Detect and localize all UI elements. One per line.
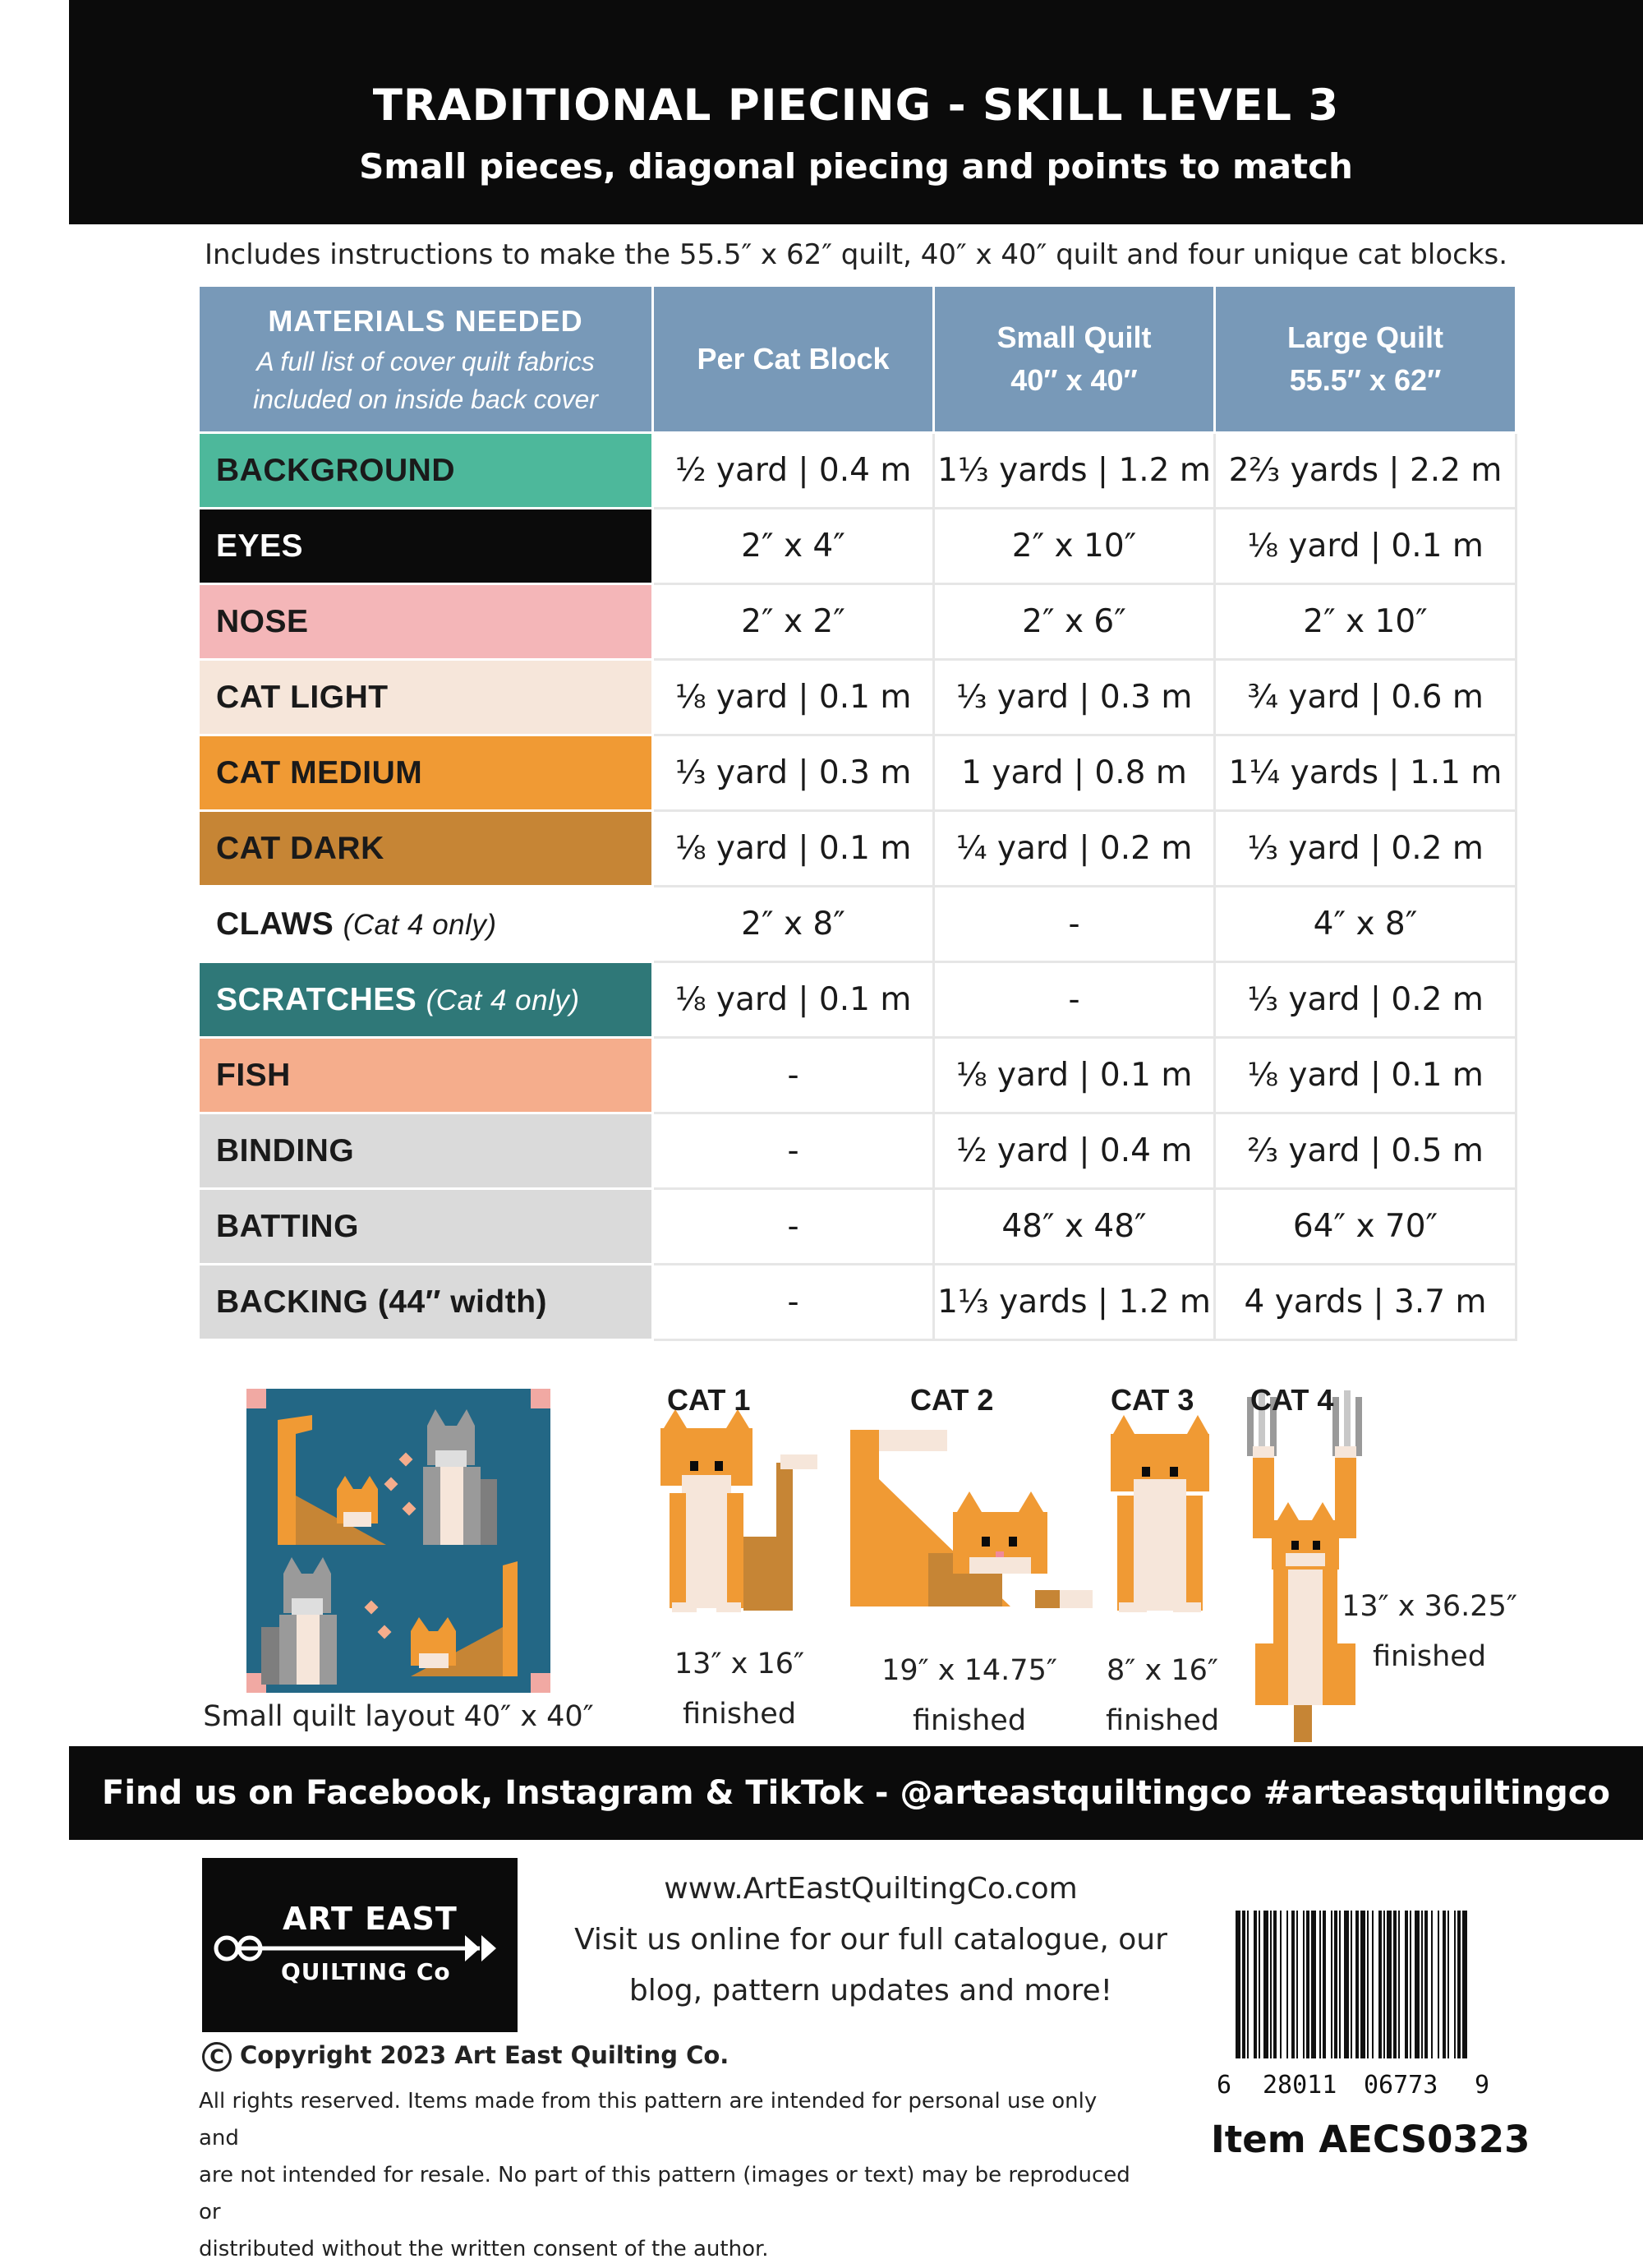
barcode-bar bbox=[1280, 1911, 1282, 2058]
barcode-bar bbox=[1259, 1911, 1260, 2058]
barcode-digit-first: 6 bbox=[1217, 2071, 1232, 2100]
barcode-bar bbox=[1438, 1911, 1439, 2058]
barcode-bar bbox=[1254, 1911, 1257, 2058]
barcode-bar bbox=[1311, 1911, 1316, 2058]
header-banner bbox=[69, 0, 1643, 224]
material-large-cell: 64″ x 70″ bbox=[1215, 1189, 1516, 1265]
material-label-cell bbox=[199, 1189, 653, 1265]
cat-4-finished: finished bbox=[1372, 1640, 1487, 1673]
barcode-bar bbox=[1447, 1911, 1449, 2058]
material-small-cell: 2″ x 6″ bbox=[934, 584, 1215, 660]
material-per-block-cell: ⅛ yard | 0.1 m bbox=[653, 962, 934, 1038]
barcode-bar bbox=[1443, 1911, 1446, 2058]
copyright-line bbox=[202, 2041, 729, 2072]
material-label-cell bbox=[199, 1265, 653, 1340]
barcode-bar bbox=[1367, 1911, 1369, 2058]
material-name: EYES bbox=[216, 528, 304, 564]
barcode-bar bbox=[1286, 1911, 1288, 2058]
material-label-cell bbox=[199, 433, 653, 509]
quilt-layout-caption: Small quilt layout 40″ x 40″ bbox=[203, 1700, 594, 1733]
cat-2-image bbox=[850, 1430, 1093, 1608]
material-name: CAT MEDIUM bbox=[216, 754, 423, 791]
table-row bbox=[199, 584, 1516, 660]
material-per-block-cell: - bbox=[653, 1265, 934, 1340]
material-label-cell bbox=[199, 1038, 653, 1113]
material-large-cell: 2″ x 10″ bbox=[1215, 584, 1516, 660]
barcode-bar bbox=[1372, 1911, 1374, 2058]
barcode-bar bbox=[1323, 1911, 1326, 2058]
barcode-bar bbox=[1339, 1911, 1341, 2058]
barcode-bar bbox=[1303, 1911, 1305, 2058]
material-note: (Cat 4 only) bbox=[343, 908, 497, 941]
barcode-bar bbox=[1457, 1911, 1461, 2058]
cat-3-finished: finished bbox=[1105, 1704, 1220, 1737]
logo-line2: QUILTING Co bbox=[281, 1958, 451, 1985]
page-title: TRADITIONAL PIECING - SKILL LEVEL 3 bbox=[372, 81, 1340, 131]
large-quilt-size: 55.5″ x 62″ bbox=[1289, 363, 1442, 397]
barcode-bar bbox=[1355, 1911, 1359, 2058]
cat-2-finished: finished bbox=[912, 1704, 1027, 1737]
material-note: (Cat 4 only) bbox=[426, 984, 580, 1016]
materials-table-body bbox=[199, 433, 1516, 1340]
cat-4-size: 13″ x 36.25″ bbox=[1342, 1590, 1517, 1623]
large-quilt-header bbox=[1215, 286, 1516, 433]
cat-4-image bbox=[1247, 1390, 1362, 1742]
table-row bbox=[199, 962, 1516, 1038]
rights-notice bbox=[199, 2083, 1135, 2268]
material-large-cell: ⅛ yard | 0.1 m bbox=[1215, 509, 1516, 584]
material-small-cell: - bbox=[934, 962, 1215, 1038]
barcode-bar bbox=[1383, 1911, 1385, 2058]
material-small-cell: ⅛ yard | 0.1 m bbox=[934, 1038, 1215, 1113]
table-row bbox=[199, 887, 1516, 962]
barcode-bar bbox=[1378, 1911, 1382, 2058]
material-large-cell: ⅔ yard | 0.5 m bbox=[1215, 1113, 1516, 1189]
cat-3-image bbox=[1111, 1415, 1209, 1612]
barcode-bar bbox=[1236, 1911, 1240, 2058]
cat-1-finished: finished bbox=[682, 1698, 797, 1731]
material-per-block-cell: ⅛ yard | 0.1 m bbox=[653, 660, 934, 735]
rights-line3: distributed without the written consent of the author. bbox=[199, 2237, 769, 2261]
cat-2-size: 19″ x 14.75″ bbox=[881, 1654, 1057, 1687]
material-large-cell: 4 yards | 3.7 m bbox=[1215, 1265, 1516, 1340]
barcode-digit-last: 9 bbox=[1475, 2071, 1490, 2100]
table-row bbox=[199, 1189, 1516, 1265]
material-label-cell bbox=[199, 962, 653, 1038]
rights-line1: All rights reserved. Items made from this pattern are intended for personal use only and bbox=[199, 2089, 1098, 2150]
material-name: CAT DARK bbox=[216, 830, 384, 866]
social-banner: Find us on Facebook, Instagram & TikTok - @arteastquiltingco #arteastquiltingco bbox=[69, 1746, 1643, 1840]
per-cat-block-header bbox=[653, 286, 934, 433]
barcode-bar bbox=[1319, 1911, 1321, 2058]
cat-1-label: CAT 1 bbox=[667, 1383, 751, 1417]
materials-table bbox=[197, 284, 1517, 1341]
small-quilt-label: Small Quilt bbox=[996, 320, 1152, 354]
per-cat-block-label: Per Cat Block bbox=[697, 341, 890, 376]
barcode bbox=[1232, 1911, 1470, 2067]
barcode-bar bbox=[1291, 1911, 1295, 2058]
copyright-text: Copyright 2023 Art East Quilting Co. bbox=[240, 2041, 729, 2069]
cat-2-label: CAT 2 bbox=[910, 1383, 994, 1417]
materials-header-cell bbox=[199, 286, 653, 433]
material-small-cell: 1⅓ yards | 1.2 m bbox=[934, 1265, 1215, 1340]
table-row bbox=[199, 735, 1516, 811]
material-per-block-cell: - bbox=[653, 1113, 934, 1189]
material-name: BACKING (44″ width) bbox=[216, 1284, 548, 1320]
barcode-bars bbox=[1232, 1911, 1470, 2067]
barcode-bar bbox=[1410, 1911, 1411, 2058]
barcode-bar bbox=[1421, 1911, 1423, 2058]
material-name: BINDING bbox=[216, 1132, 355, 1169]
cat-1-image bbox=[660, 1409, 817, 1612]
material-large-cell: ¾ yard | 0.6 m bbox=[1215, 660, 1516, 735]
barcode-bar bbox=[1270, 1911, 1272, 2058]
materials-note-line2: included on inside back cover bbox=[253, 385, 598, 415]
cat-3-label: CAT 3 bbox=[1111, 1383, 1194, 1417]
website-link[interactable]: www.ArtEastQuiltingCo.com bbox=[664, 1872, 1078, 1906]
logo-mark bbox=[202, 1858, 518, 2032]
barcode-bar bbox=[1387, 1911, 1392, 2058]
material-small-cell: ¼ yard | 0.2 m bbox=[934, 811, 1215, 887]
small-quilt-size: 40″ x 40″ bbox=[1010, 363, 1138, 397]
item-number: Item AECS0323 bbox=[1211, 2118, 1530, 2161]
barcode-bar bbox=[1296, 1911, 1298, 2058]
table-row bbox=[199, 509, 1516, 584]
material-name: BACKGROUND bbox=[216, 452, 455, 488]
material-label-cell bbox=[199, 887, 653, 962]
barcode-bar bbox=[1424, 1911, 1428, 2058]
material-per-block-cell: 2″ x 4″ bbox=[653, 509, 934, 584]
barcode-bar bbox=[1263, 1911, 1268, 2058]
material-per-block-cell: ⅓ yard | 0.3 m bbox=[653, 735, 934, 811]
material-large-cell: 4″ x 8″ bbox=[1215, 887, 1516, 962]
material-per-block-cell: ⅛ yard | 0.1 m bbox=[653, 811, 934, 887]
rights-line2: are not intended for resale. No part of this pattern (images or text) may be reproduced or bbox=[199, 2163, 1130, 2224]
material-small-cell: ½ yard | 0.4 m bbox=[934, 1113, 1215, 1189]
material-name: CLAWS bbox=[216, 906, 334, 942]
visit-line2: blog, pattern updates and more! bbox=[628, 1974, 1113, 2008]
material-small-cell: 1 yard | 0.8 m bbox=[934, 735, 1215, 811]
large-quilt-label: Large Quilt bbox=[1286, 320, 1444, 354]
material-name: BATTING bbox=[216, 1208, 359, 1244]
barcode-bar bbox=[1344, 1911, 1349, 2058]
table-row bbox=[199, 1113, 1516, 1189]
cat-4-label: CAT 4 bbox=[1250, 1383, 1334, 1417]
material-large-cell: ⅓ yard | 0.2 m bbox=[1215, 811, 1516, 887]
barcode-bar bbox=[1360, 1911, 1365, 2058]
barcode-bar bbox=[1306, 1911, 1309, 2058]
material-label-cell bbox=[199, 509, 653, 584]
cat-illustrations bbox=[0, 1372, 1643, 1750]
barcode-digits-left: 28011 bbox=[1263, 2071, 1337, 2100]
table-row bbox=[199, 1038, 1516, 1113]
barcode-bar bbox=[1431, 1911, 1433, 2058]
art-east-logo bbox=[202, 1858, 518, 2032]
logo-line1: ART EAST bbox=[283, 1901, 458, 1937]
material-large-cell: ⅓ yard | 0.2 m bbox=[1215, 962, 1516, 1038]
barcode-bar bbox=[1242, 1911, 1245, 2058]
barcode-bar bbox=[1462, 1911, 1467, 2058]
material-large-cell: 1¼ yards | 1.1 m bbox=[1215, 735, 1516, 811]
material-small-cell: - bbox=[934, 887, 1215, 962]
barcode-bar bbox=[1351, 1911, 1352, 2058]
small-quilt-header bbox=[934, 286, 1215, 433]
material-per-block-cell: - bbox=[653, 1038, 934, 1113]
material-label-cell bbox=[199, 584, 653, 660]
material-per-block-cell: 2″ x 2″ bbox=[653, 584, 934, 660]
barcode-bar bbox=[1331, 1911, 1332, 2058]
material-label-cell bbox=[199, 1113, 653, 1189]
cat-1-size: 13″ x 16″ bbox=[674, 1648, 805, 1680]
material-name: NOSE bbox=[216, 603, 309, 639]
materials-needed-title: MATERIALS NEEDED bbox=[268, 303, 583, 338]
materials-note-line1: A full list of cover quilt fabrics bbox=[256, 346, 595, 376]
page-subtitle: Small pieces, diagonal piecing and points to match bbox=[359, 146, 1353, 187]
material-label-cell bbox=[199, 735, 653, 811]
visit-line1: Visit us online for our full catalogue, our bbox=[574, 1923, 1167, 1957]
copyright-icon: C bbox=[202, 2042, 232, 2072]
material-name: FISH bbox=[216, 1057, 291, 1093]
intro-text: Includes instructions to make the 55.5″ x 62″ quilt, 40″ x 40″ quilt and four unique cat blocks. bbox=[204, 238, 1508, 271]
material-small-cell: ⅓ yard | 0.3 m bbox=[934, 660, 1215, 735]
material-small-cell: 48″ x 48″ bbox=[934, 1189, 1215, 1265]
barcode-digits-right: 06773 bbox=[1364, 2071, 1438, 2100]
barcode-bar bbox=[1398, 1911, 1400, 2058]
table-row bbox=[199, 660, 1516, 735]
material-name: CAT LIGHT bbox=[216, 679, 389, 715]
table-row bbox=[199, 1265, 1516, 1340]
barcode-bar bbox=[1334, 1911, 1337, 2058]
material-small-cell: 2″ x 10″ bbox=[934, 509, 1215, 584]
material-label-cell bbox=[199, 660, 653, 735]
table-row bbox=[199, 433, 1516, 509]
materials-header-row bbox=[199, 286, 1516, 433]
barcode-bar bbox=[1415, 1911, 1420, 2058]
table-row bbox=[199, 811, 1516, 887]
barcode-bar bbox=[1247, 1911, 1249, 2058]
barcode-bar bbox=[1273, 1911, 1277, 2058]
cat-3-size: 8″ x 16″ bbox=[1107, 1654, 1218, 1687]
material-per-block-cell: - bbox=[653, 1189, 934, 1265]
material-per-block-cell: ½ yard | 0.4 m bbox=[653, 433, 934, 509]
material-label-cell bbox=[199, 811, 653, 887]
small-quilt-layout-image bbox=[246, 1389, 550, 1693]
barcode-bar bbox=[1393, 1911, 1397, 2058]
barcode-bar bbox=[1405, 1911, 1408, 2058]
material-large-cell: ⅛ yard | 0.1 m bbox=[1215, 1038, 1516, 1113]
material-name: SCRATCHES bbox=[216, 981, 417, 1017]
material-large-cell: 2⅔ yards | 2.2 m bbox=[1215, 433, 1516, 509]
material-per-block-cell: 2″ x 8″ bbox=[653, 887, 934, 962]
material-small-cell: 1⅓ yards | 1.2 m bbox=[934, 433, 1215, 509]
barcode-bar bbox=[1454, 1911, 1456, 2058]
